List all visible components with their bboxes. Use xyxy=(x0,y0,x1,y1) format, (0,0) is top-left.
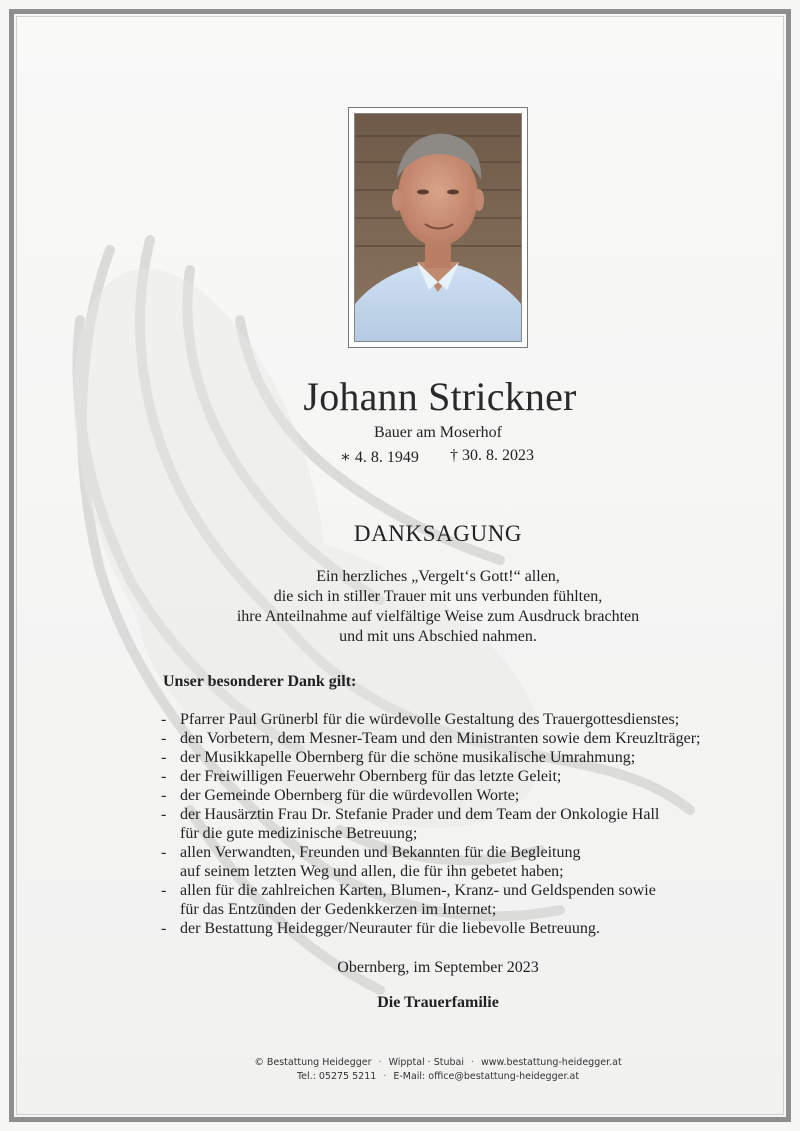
list-item-text: allen für die zahlreichen Karten, Blumen-, Kranz- und Geldspenden sowie xyxy=(180,882,656,899)
place-date: Obernberg, im September 2023 xyxy=(337,959,539,976)
portrait-frame xyxy=(348,107,528,348)
list-dash: - xyxy=(161,882,167,899)
footer-line-1 xyxy=(0,1056,800,1070)
footer xyxy=(0,1056,800,1084)
list-item xyxy=(161,786,761,805)
intro-line: Ein herzliches „Vergelt‘s Gott!“ allen, xyxy=(316,568,560,585)
list-item xyxy=(161,767,761,786)
footer-separator: · xyxy=(383,1071,387,1082)
list-item xyxy=(161,919,761,938)
thanks-heading: Unser besonderer Dank gilt: xyxy=(163,673,357,690)
list-dash: - xyxy=(161,844,167,861)
deceased-occupation: Bauer am Moserhof xyxy=(374,424,502,441)
signature: Die Trauerfamilie xyxy=(377,994,499,1011)
thanks-list xyxy=(161,710,761,938)
list-item xyxy=(161,843,761,881)
list-item-text: den Vorbetern, dem Mesner-Team und den Ministranten sowie dem Kreuzlträger; xyxy=(180,730,701,747)
list-item-text: für das Entzünden der Gedenkkerzen im Internet; xyxy=(180,901,497,918)
footer-separator: · xyxy=(470,1057,475,1068)
list-item-text: auf seinem letzten Weg und allen, die für ihn gebetet haben; xyxy=(180,863,564,880)
list-dash: - xyxy=(161,711,167,728)
footer-website-link[interactable]: www.bestattung-heidegger.at xyxy=(481,1057,622,1068)
intro-text xyxy=(0,567,800,647)
list-dash: - xyxy=(161,920,167,937)
footer-line-2 xyxy=(0,1070,800,1084)
list-item-text: Pfarrer Paul Grünerbl für die würdevolle Gestaltung des Trauergottesdienstes; xyxy=(180,711,680,728)
footer-copyright: © Bestattung Heidegger xyxy=(254,1057,372,1068)
list-item-text: der Freiwilligen Feuerwehr Obernberg für das letzte Geleit; xyxy=(180,768,562,785)
list-item xyxy=(161,805,761,843)
portrait-photo xyxy=(354,113,522,342)
footer-email-link[interactable]: E-Mail: office@bestattung-heidegger.at xyxy=(393,1071,580,1082)
birth-date: ∗ 4. 8. 1949 xyxy=(340,449,419,466)
list-item xyxy=(161,881,761,919)
list-item xyxy=(161,729,761,748)
list-dash: - xyxy=(161,787,167,804)
list-item-text: für die gute medizinische Betreuung; xyxy=(180,825,418,842)
list-dash: - xyxy=(161,730,167,747)
death-date: † 30. 8. 2023 xyxy=(450,447,534,464)
list-dash: - xyxy=(161,806,167,823)
intro-line: und mit uns Abschied nahmen. xyxy=(339,628,537,645)
list-item-text: allen Verwandten, Freunden und Bekannten für die Begleitung xyxy=(180,844,581,861)
list-item-text: der Hausärztin Frau Dr. Stefanie Prader und dem Team der Onkologie Hall xyxy=(180,806,660,823)
page-title: DANKSAGUNG xyxy=(353,521,523,546)
list-item-text: der Bestattung Heidegger/Neurauter für die liebevolle Betreuung. xyxy=(180,920,600,937)
footer-separator: · xyxy=(378,1057,382,1068)
intro-line: die sich in stiller Trauer mit uns verbunden fühlten, xyxy=(273,588,603,605)
list-dash: - xyxy=(161,768,167,785)
life-dates xyxy=(340,447,580,469)
list-item xyxy=(161,748,761,767)
list-item-text: der Gemeinde Obernberg für die würdevollen Worte; xyxy=(180,787,520,804)
footer-region: Wipptal · Stubai xyxy=(388,1057,464,1068)
deceased-name: Johann Strickner xyxy=(303,374,577,419)
intro-line: ihre Anteilnahme auf vielfältige Weise zum Ausdruck brachten xyxy=(236,608,640,625)
footer-phone: Tel.: 05275 5211 xyxy=(296,1071,377,1082)
list-dash: - xyxy=(161,749,167,766)
list-item-text: der Musikkapelle Obernberg für die schöne musikalische Umrahmung; xyxy=(180,749,636,766)
list-item xyxy=(161,710,761,729)
